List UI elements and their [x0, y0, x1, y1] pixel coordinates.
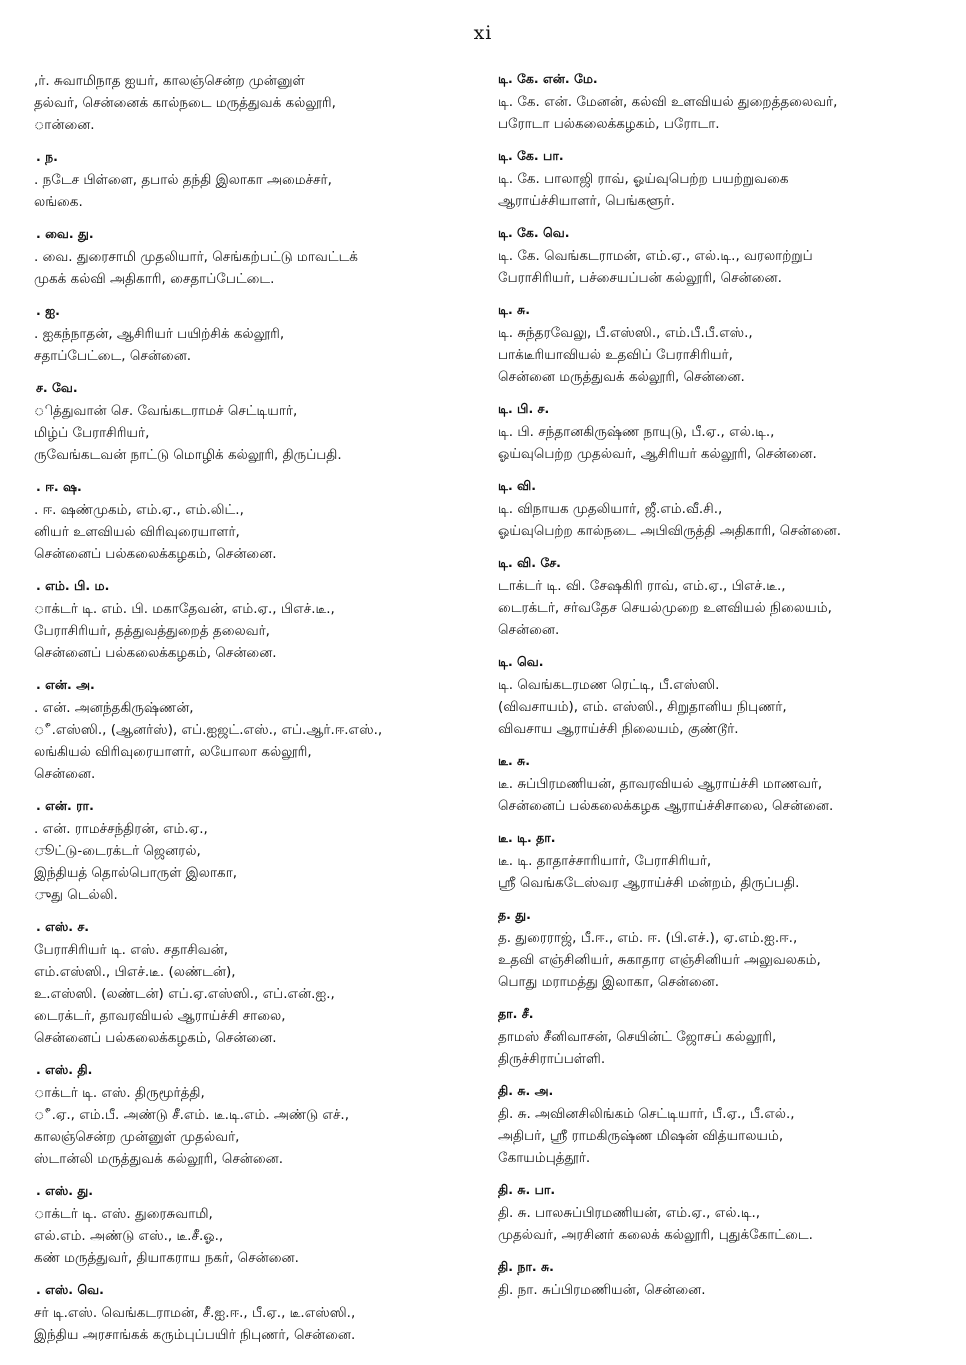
- entry-line: . ஐகந்நாதன், ஆசிரியர் பயிற்சிக் கல்லூரி,: [34, 326, 285, 342]
- entry-line: டைரக்டர், சர்வதேச செயல்முறை உளவியல் நிலையம்,: [498, 600, 832, 616]
- entry-line: முகக் கல்வி அதிகாரி, சைதாப்பேட்டை.: [34, 271, 275, 287]
- entry-line: பேராசிரியர் டி. எஸ். சதாசிவன்,: [34, 942, 229, 958]
- entry-line: . வை. துரைசாமி முதலியார், செங்கற்பட்டு மாவட்டக்: [34, 249, 358, 265]
- entry-line: ுது டெல்லி.: [34, 887, 118, 903]
- entry-line: எல்.எம். அண்டு எஸ்., டீ.சீ.ஓ.,: [34, 1228, 224, 1244]
- entry-abbreviation: டி. சு.: [498, 302, 530, 317]
- entry-line: ஸ்டான்லி மருத்துவக் கல்லூரி, சென்னை.: [34, 1151, 284, 1167]
- entry-line: தி. சு. பாலசுப்பிரமணியன், எம்.ஏ., எல்.டி.,: [498, 1205, 761, 1221]
- entry-abbreviation: டி. பி. ச.: [498, 401, 550, 416]
- contributor-entry: [498, 1181, 938, 1246]
- entry-line: த. துரைராஜ், பீ.ஈ., எம். ஈ. (பி.எச்.), ஏ.எம்.ஐ.ஈ.,: [498, 930, 798, 946]
- entry-line: பாக்டீரியாவியல் உதவிப் பேராசிரியர்,: [498, 347, 733, 363]
- entry-line: ஓய்வுபெற்ற முதல்வர், ஆசிரியர் கல்லூரி, சென்னை.: [498, 446, 817, 462]
- entry-line: பரோடா பல்கலைக்கழகம், பரோடா.: [498, 116, 720, 132]
- contributor-entry: [6, 379, 456, 466]
- entry-abbreviation: டீ. டி. தா.: [498, 830, 556, 845]
- contributor-entry: [6, 148, 456, 213]
- entry-line: திருச்சிராப்பள்ளி.: [498, 1051, 606, 1067]
- entry-line: சென்னை மருத்துவக் கல்லூரி, சென்னை.: [498, 369, 745, 385]
- entry-line: டி. பி. சந்தானகிருஷ்ண நாயுடு, பீ.ஏ., எல்.டி.,: [498, 424, 775, 440]
- entry-line: டைரக்டர், தாவரவியல் ஆராய்ச்சி சாலை,: [34, 1008, 286, 1024]
- entry-abbreviation: . என். அ.: [36, 677, 95, 692]
- entry-abbreviation: . ஈ. ஷ.: [36, 479, 82, 494]
- entry-line: ூட்டு-டைரக்டர் ஜெனரல்,: [34, 843, 201, 859]
- entry-line: பொது மராமத்து இலாகா, சென்னை.: [498, 974, 720, 990]
- entry-line: ித்துவான் செ. வேங்கடராமச் செட்டியார்,: [34, 403, 298, 419]
- left-column: [6, 70, 456, 1358]
- entry-line: டீ. டி. தாதாச்சாரியார், பேராசிரியர்,: [498, 853, 712, 869]
- entry-line: லங்கை.: [34, 194, 83, 210]
- entry-abbreviation: டி. கே. என். மே.: [498, 71, 598, 86]
- entry-line: சென்னைப் பல்கலைக்கழகம், சென்னை.: [34, 645, 277, 661]
- entry-abbreviation: தி. சு. பா.: [498, 1182, 556, 1197]
- entry-line: அதிபர், ஸ்ரீ ராமகிருஷ்ண மிஷன் வித்யாலயம்,: [498, 1128, 784, 1144]
- contributor-entry: [6, 302, 456, 367]
- entry-abbreviation: . எஸ். து.: [36, 1183, 93, 1198]
- entry-line: ாக்டர் டி. எஸ். திருமூர்த்தி,: [34, 1085, 205, 1101]
- entry-abbreviation: டி. வி. சே.: [498, 555, 561, 570]
- entry-line: டி. விநாயக முதலியார், ஜீ.எம்.வீ.சி.,: [498, 501, 723, 517]
- entry-line: ான்னை.: [34, 117, 95, 133]
- entry-line: ீ.எஸ்ஸி., (ஆனர்ஸ்), எப்.ஐஜட்.எஸ்., எப்.ஆர்.ஈ.எஸ்.,: [34, 722, 383, 738]
- entry-line: சர் டி.எஸ். வெங்கடராமன், சீ.ஐ.ஈ., பீ.ஏ., டீ.எஸ்ஸி.,: [34, 1305, 356, 1321]
- entry-abbreviation: . எஸ். தி.: [36, 1062, 93, 1077]
- entry-line: லங்கியல் விரிவுரையாளர், லயோலா கல்லூரி,: [34, 744, 312, 760]
- entry-abbreviation: தி. சு. அ.: [498, 1083, 554, 1098]
- entry-line: டி. கே. என். மேனன், கல்வி உளவியல் துறைத்தலைவர்,: [498, 94, 838, 110]
- entry-line: விவசாய ஆராய்ச்சி நிலையம், குண்டூர்.: [498, 721, 739, 737]
- entry-line: உதவி எஞ்சினியர், சுகாதார எஞ்சினியர் அலுவலகம்,: [498, 952, 821, 968]
- contributor-entry: [498, 1258, 938, 1301]
- contributor-entry: [498, 829, 938, 894]
- entry-line: ீ.ஏ., எம்.பீ. அண்டு சீ.எம். டீ.டி.எம். அண்டு எச்.,: [34, 1107, 350, 1123]
- entry-abbreviation: டி. கே. வெ.: [498, 225, 570, 240]
- entry-line: உ.எஸ்ஸி. (லண்டன்) எப்.ஏ.எஸ்ஸி., எப்.என்.ஐ.,: [34, 986, 335, 1002]
- entry-abbreviation: தா. சீ.: [498, 1006, 534, 1021]
- entry-line: இந்திய அரசாங்கக் கரும்புப்பயிர் நிபுணர், சென்னை.: [34, 1327, 356, 1343]
- entry-line: சென்னைப் பல்கலைக்கழக ஆராய்ச்சிசாலை, சென்னை.: [498, 798, 834, 814]
- entry-line: ருவேங்கடவன் நாட்டு மொழிக் கல்லூரி, திருப்பதி.: [34, 447, 342, 463]
- contributor-entry: [498, 224, 938, 289]
- contributor-entry: [498, 70, 938, 135]
- entry-line: சென்னை.: [34, 766, 96, 782]
- entry-line: ஸ்ரீ வெங்கடேஸ்வர ஆராய்ச்சி மன்றம், திருப்பதி.: [498, 875, 800, 891]
- entry-line: ஓய்வுபெற்ற கால்நடை அபிவிருத்தி அதிகாரி, சென்னை.: [498, 523, 842, 539]
- contributor-entry: [6, 797, 456, 906]
- entry-abbreviation: . ந.: [36, 149, 58, 164]
- entry-line: சதாப்பேட்டை, சென்னை.: [34, 348, 192, 364]
- entry-line: டி. கே. பாலாஜி ராவ், ஓய்வுபெற்ற பயற்றுவகை: [498, 171, 789, 187]
- contributor-entry: [6, 70, 456, 136]
- entry-line: பேராசிரியர், தத்துவத்துறைத் தலைவர்,: [34, 623, 270, 639]
- page-number: xi: [473, 22, 493, 44]
- contributor-entry: [498, 653, 938, 740]
- entry-line: சென்னைப் பல்கலைக்கழகம், சென்னை.: [34, 546, 277, 562]
- contributor-entry: [6, 478, 456, 565]
- contributor-entry: [6, 225, 456, 290]
- entry-line: . ஈ. ஷண்முகம், எம்.ஏ., எம்.லிட்.,: [34, 502, 244, 518]
- contributor-entry: [6, 1182, 456, 1269]
- entry-line: ாக்டர் டி. எம். பி. மகாதேவன், எம்.ஏ., பிஎச்.டீ.,: [34, 601, 335, 617]
- entry-line: டாக்டர் டி. வி. சேஷகிரி ராவ், எம்.ஏ., பிஎச்.டீ.,: [498, 578, 786, 594]
- entry-line: சென்னைப் பல்கலைக்கழகம், சென்னை.: [34, 1030, 277, 1046]
- entry-abbreviation: ச. வே.: [36, 380, 78, 395]
- entry-line: தாமஸ் சீனிவாசன், செயின்ட் ஜோசப் கல்லூரி,: [498, 1029, 777, 1045]
- entry-line: காலஞ்சென்ற முன்னுள் முதல்வர்,: [34, 1129, 240, 1145]
- entry-line: கண் மருத்துவர், தியாகராய நகர், சென்னை.: [34, 1250, 299, 1266]
- entry-abbreviation: டி. வெ.: [498, 654, 544, 669]
- contributor-entry: [6, 1281, 456, 1346]
- entry-line: தி. சு. அவினசிலிங்கம் செட்டியார், பீ.ஏ., பீ.எல்.,: [498, 1106, 795, 1122]
- entry-abbreviation: டீ. சு.: [498, 753, 530, 768]
- entry-line: முதல்வர், அரசினர் கலைக் கல்லூரி, புதுக்கோட்டை.: [498, 1227, 813, 1243]
- contributor-entry: [498, 301, 938, 388]
- entry-abbreviation: . வை. து.: [36, 226, 94, 241]
- entry-line: . என். அனந்தகிருஷ்ணன்,: [34, 700, 194, 716]
- entry-abbreviation: தி. நா. சு.: [498, 1259, 554, 1274]
- entry-abbreviation: . என். ரா.: [36, 798, 94, 813]
- contributor-entry: [6, 1061, 456, 1170]
- entry-line: னியர் உளவியல் விரிவுரையாளர்,: [34, 524, 240, 540]
- entry-line: டி. கே. வெங்கடராமன், எம்.ஏ., எல்.டி., வரலாற்றுப்: [498, 248, 813, 264]
- contributor-entry: [498, 477, 938, 542]
- entry-line: பேராசிரியர், பச்சையப்பன் கல்லூரி, சென்னை.: [498, 270, 782, 286]
- entry-line: இந்தியத் தொல்பொருள் இலாகா,: [34, 865, 238, 881]
- entry-abbreviation: . எம். பி. ம.: [36, 578, 110, 593]
- entry-line: தல்வர், சென்னைக் கால்நடை மருத்துவக் கல்லூரி,: [34, 95, 336, 111]
- entry-line: மிழ்ப் பேராசிரியர்,: [34, 425, 150, 441]
- contributor-entry: [498, 1005, 938, 1070]
- contributor-entry: [498, 554, 938, 641]
- entry-line: டி. வெங்கடரமண ரெட்டி, பீ.எஸ்ஸி.: [498, 677, 720, 693]
- contributor-entry: [498, 752, 938, 817]
- entry-abbreviation: . எஸ். வெ.: [36, 1282, 104, 1297]
- entry-abbreviation: டி. வி.: [498, 478, 537, 493]
- entry-line: . என். ராமச்சந்திரன், எம்.ஏ.,: [34, 821, 208, 837]
- entry-line: ாக்டர் டி. எஸ். துரைசுவாமி,: [34, 1206, 213, 1222]
- entry-line: ஆராய்ச்சியாளர், பெங்களூர்.: [498, 193, 675, 209]
- entry-line: தி. நா. சுப்பிரமணியன், சென்னை.: [498, 1282, 706, 1298]
- entry-line: எம்.எஸ்ஸி., பிஎச்.டீ. (லண்டன்),: [34, 964, 236, 980]
- entry-abbreviation: . எஸ். ச.: [36, 919, 90, 934]
- entry-abbreviation: டி. கே. பா.: [498, 148, 564, 163]
- entry-line: கோயம்புத்தூர்.: [498, 1150, 591, 1166]
- contributor-entry: [6, 577, 456, 664]
- entry-line: சென்னை.: [498, 622, 560, 638]
- contributor-entry: [6, 676, 456, 785]
- contributor-entry: [498, 147, 938, 212]
- entry-line: டி. சுந்தரவேலு, பீ.எஸ்ஸி., எம்.பீ.பீ.எஸ்.,: [498, 325, 753, 341]
- entry-abbreviation: . ஐ.: [36, 303, 60, 318]
- entry-line: . நடேச பிள்ளை, தபால் தந்தி இலாகா அமைச்சர்,: [34, 172, 332, 188]
- entry-abbreviation: த. து.: [498, 907, 531, 922]
- contributor-entry: [498, 1082, 938, 1169]
- contributor-entry: [498, 906, 938, 993]
- entry-line: ,ர். சுவாமிநாத ஐயர், காலஞ்சென்ற முன்னுள்: [34, 73, 305, 89]
- contributor-entry: [498, 400, 938, 465]
- contributor-entry: [6, 918, 456, 1049]
- entry-line: டீ. சுப்பிரமணியன், தாவரவியல் ஆராய்ச்சி மாணவர்,: [498, 776, 823, 792]
- entry-line: (விவசாயம்), எம். எஸ்ஸி., சிறுதானிய நிபுணர்,: [498, 699, 787, 715]
- right-column: [498, 70, 938, 1313]
